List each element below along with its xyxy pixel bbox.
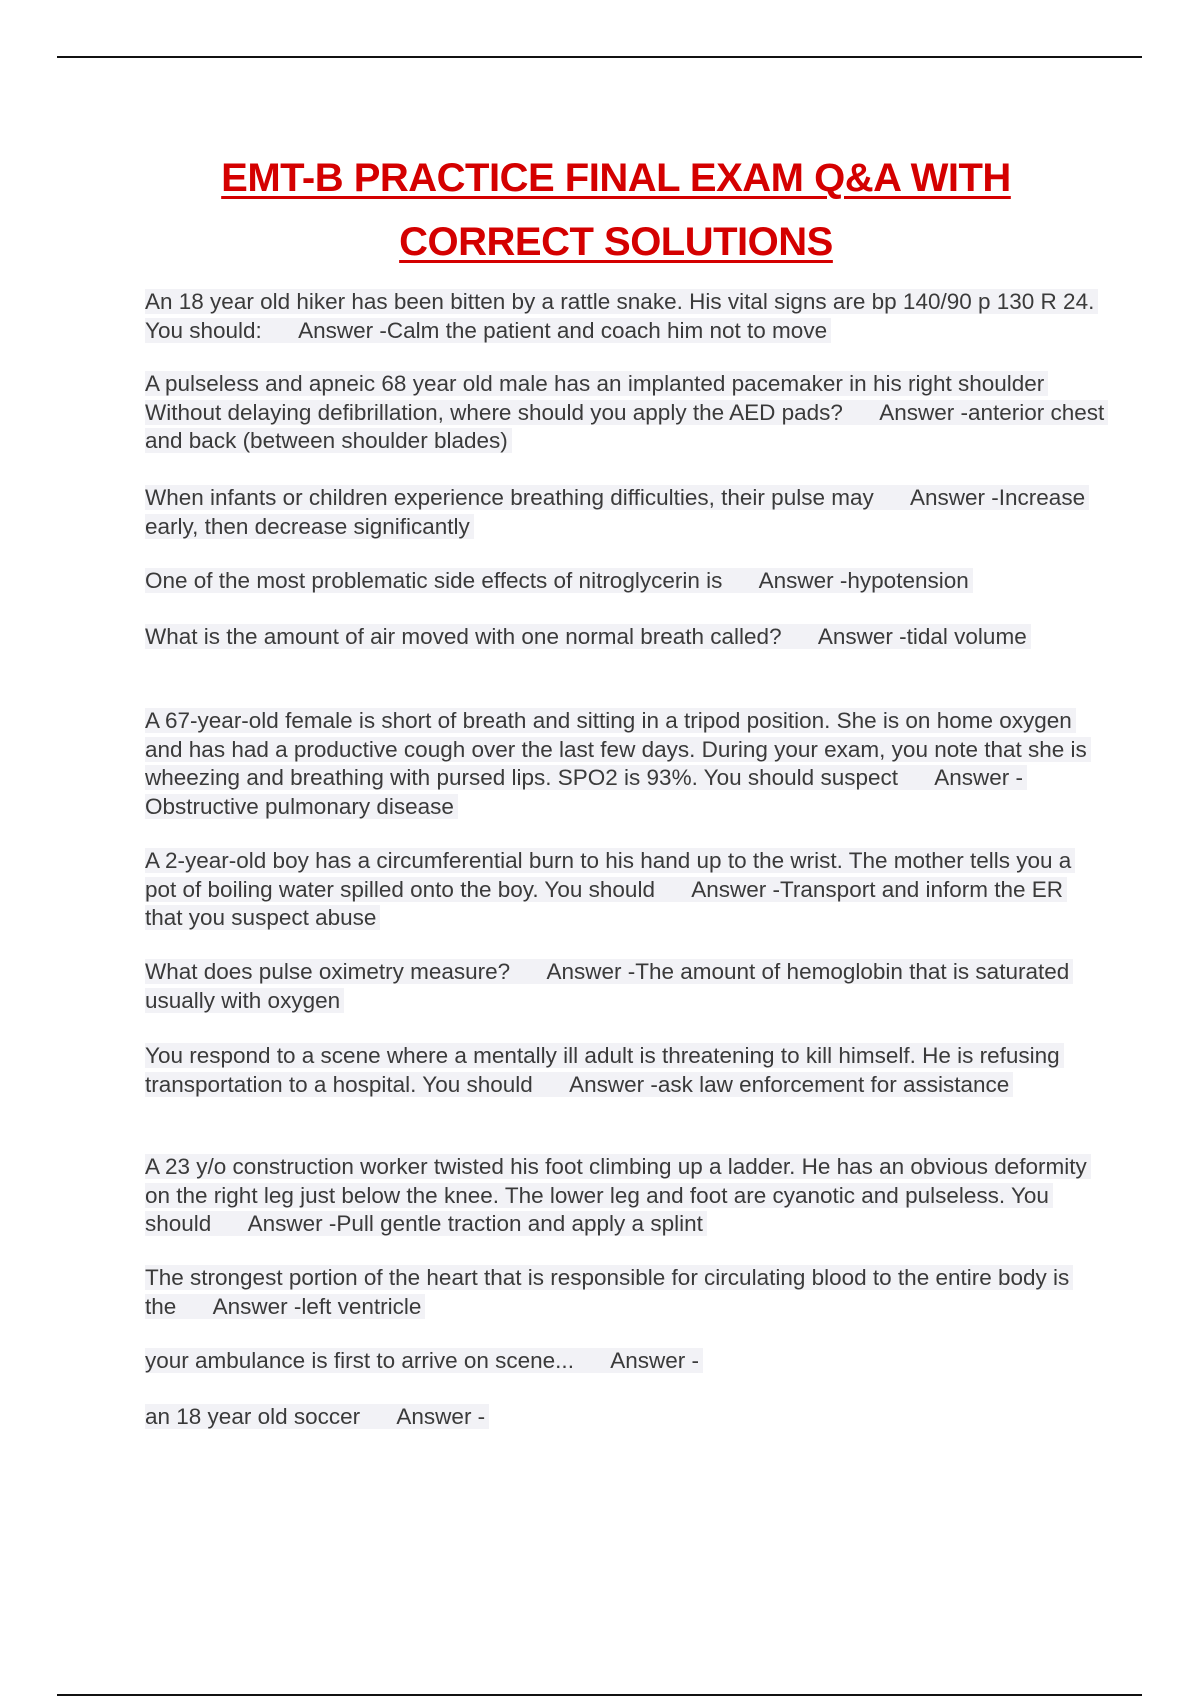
question-text: One of the most problematic side effects of nitroglycerin is [145,568,723,593]
question-text: What does pulse oximetry measure? [145,959,511,984]
question-text: your ambulance is first to arrive on scene... [145,1348,574,1373]
qa-item [145,1264,1105,1321]
question-text: an 18 year old soccer [145,1404,361,1429]
qa-item [145,847,1105,933]
question-text: A 23 y/o construction worker twisted his foot climbing up a ladder. He has an obvious deformity on the right leg just below the knee. The lower leg and foot are cyanotic and pulseless. You should [145,1154,1087,1236]
top-rule [57,56,1142,58]
question-text: A 2-year-old boy has a circumferential burn to his hand up to the wrist. The mother tells you a pot of boiling water spilled onto the boy. You should [145,848,1072,902]
qa-item [145,1042,1105,1099]
qa-item [145,1347,1105,1376]
qa-item [145,623,1105,652]
qa-item [145,370,1105,456]
answer-text: Answer -anterior chest and back (between shoulder blades) [145,399,1105,453]
answer-text: Answer -The amount of hemoglobin that is saturated usually with oxygen [145,959,1070,1013]
answer-text: Answer - [610,1348,700,1373]
answer-text: Answer -tidal volume [817,624,1027,649]
question-text: You respond to a scene where a mentally ill adult is threatening to kill himself. He is refusing transportation to a hospital. You should [145,1043,1060,1097]
question-text: A 67-year-old female is short of breath and sitting in a tripod position. She is on home oxygen and has had a productive cough over the last few days. During your exam, you note that she is wheezing and breathing with pursed lips. SPO2 is 93%. You should suspect [145,708,1087,790]
question-text: A pulseless and apneic 68 year old male has an implanted pacemaker in his right shoulder Without delaying defibrillation, where should you apply the AED pads? [145,371,1045,425]
answer-text: Answer -Pull gentle traction and apply a splint [247,1211,703,1236]
document-title [0,146,1200,274]
question-text: An 18 year old hiker has been bitten by a rattle snake. His vital signs are bp 140/90 p 130 R 24. You should: [145,289,1095,343]
answer-text: Answer -left ventricle [212,1293,422,1319]
answer-text: Answer - [396,1404,486,1429]
question-text: The strongest portion of the heart that is responsible for circulating blood to the entire body is the [145,1265,1070,1319]
question-text: When infants or children experience breathing difficulties, their pulse may [145,485,874,510]
qa-item [145,958,1105,1015]
answer-text: Answer -Calm the patient and coach him not to move [298,317,828,343]
qa-item [145,1403,1105,1432]
answer-text: Answer -ask law enforcement for assistance [569,1071,1010,1097]
qa-item [145,288,1105,345]
answer-text: Answer -Transport and inform the ER that you suspect abuse [145,876,1064,930]
qa-item [145,707,1105,821]
bottom-rule [57,1694,1142,1696]
question-text: What is the amount of air moved with one normal breath called? [145,624,782,649]
title-line-2: CORRECT SOLUTIONS [399,220,833,264]
answer-text: Answer -Increase early, then decrease significantly [145,485,1086,539]
qa-item [145,484,1105,541]
answer-text: Answer -Obstructive pulmonary disease [145,765,1024,819]
answer-text: Answer -hypotension [758,568,969,593]
qa-item [145,567,1105,596]
title-line-1: EMT-B PRACTICE FINAL EXAM Q&A WITH [221,156,1011,200]
qa-item [145,1153,1105,1239]
